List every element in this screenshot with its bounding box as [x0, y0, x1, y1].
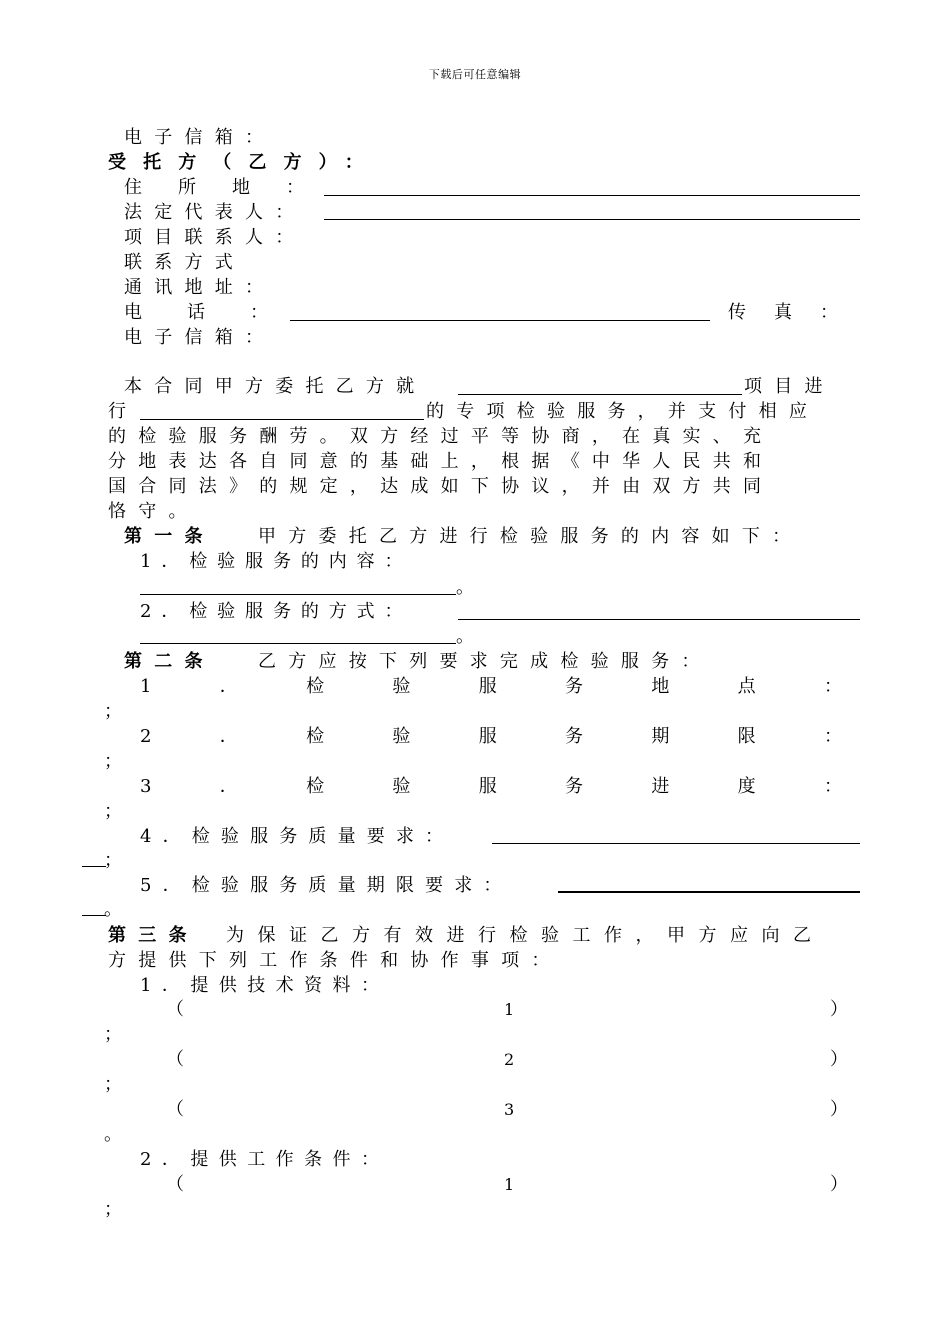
article1-item2-end: 。	[456, 626, 474, 647]
article3-text-b: 方提供下列工作条件和协作事项：	[108, 950, 562, 971]
legal-rep-field-line[interactable]	[324, 219, 860, 220]
article2-item4-semicolon: ；	[104, 850, 122, 871]
client-email-label: 电子信箱：	[124, 127, 276, 148]
a3-w1-close: ）	[830, 1174, 848, 1195]
article2-item1	[140, 676, 842, 698]
article3-item1: 1．提供技术资料：	[140, 975, 390, 996]
a3-r3-close: ）	[830, 1099, 848, 1120]
phone-field-line[interactable]	[290, 320, 710, 321]
a2i1-c1: ．	[219, 676, 238, 697]
article3-item2: 2．提供工作条件：	[140, 1149, 390, 1170]
a2i3-c5: 务	[565, 776, 584, 797]
preamble-line2-b: 的专项检验服务，并支付相应	[426, 401, 820, 422]
a2i2-c0: 2	[140, 726, 152, 747]
article3-title: 第三条	[108, 925, 199, 946]
address-char-1: 住	[124, 177, 142, 198]
a2i2-c7: 限	[737, 726, 756, 747]
a2i2-c5: 务	[565, 726, 584, 747]
a2i3-c8: ：	[823, 776, 842, 797]
a3-r1-close: ）	[830, 999, 848, 1020]
a3-w1-num: 1	[504, 1175, 515, 1194]
a3-r2-num: 2	[504, 1050, 515, 1069]
page-header: 下载后可任意编辑	[428, 68, 522, 81]
article2-text: 乙方应按下列要求完成检验服务：	[258, 651, 712, 672]
address-char-3: 地	[232, 177, 250, 198]
phone-char-2: 话	[187, 302, 205, 323]
a2i1-c3: 验	[392, 676, 411, 697]
article1-item1-end: 。	[456, 577, 474, 598]
trustee-mail-address-label: 通讯地址：	[124, 277, 276, 298]
article2-item3-semicolon: ；	[104, 801, 122, 822]
article1-title: 第一条	[124, 526, 215, 547]
article2-item2-semicolon: ；	[104, 751, 122, 772]
a3-r3-end: 。	[104, 1124, 122, 1145]
article2-item5-field-line[interactable]	[558, 891, 860, 893]
article2-item5: 5．检验服务质量期限要求：	[140, 875, 513, 896]
article2-item4: 4．检验服务质量要求：	[140, 826, 455, 847]
a2i3-c1: ．	[219, 776, 238, 797]
phone-colon: ：	[250, 302, 268, 323]
a2i1-c2: 检	[306, 676, 325, 697]
a2i3-c0: 3	[140, 776, 152, 797]
article2-item4-field-line-b[interactable]	[82, 866, 106, 867]
address-char-2: 所	[178, 177, 196, 198]
a3-r3-open: （	[166, 1099, 184, 1120]
a2i2-c3: 验	[392, 726, 411, 747]
a3-r2-semicolon: ；	[104, 1074, 122, 1095]
trustee-heading: 受托方（乙方）：	[108, 152, 380, 173]
trustee-contact-method-label: 联系方式	[124, 252, 245, 273]
a2i1-c5: 务	[565, 676, 584, 697]
a2i2-c4: 服	[478, 726, 497, 747]
article1-text: 甲方委托乙方进行检验服务的内容如下：	[258, 526, 803, 547]
preamble-line3: 的检验服务酬劳。双方经过平等协商，在真实、充	[108, 426, 774, 447]
a2i1-c4: 服	[478, 676, 497, 697]
preamble-line1-a: 本合同甲方委托乙方就	[124, 376, 427, 397]
preamble-line4: 分地表达各自同意的基础上，根据《中华人民共和	[108, 451, 774, 472]
preamble-line2-a: 行	[108, 401, 139, 422]
a2i1-c8: ：	[823, 676, 842, 697]
a3-r2-close: ）	[830, 1049, 848, 1070]
a2i3-c7: 度	[737, 776, 756, 797]
article2-item2	[140, 726, 842, 748]
fax-char-2: 真	[774, 302, 792, 323]
article1-item1: 1．检验服务的内容：	[140, 551, 413, 572]
article2-item5-end: 。	[104, 899, 122, 920]
a3-r1-open: （	[166, 999, 184, 1020]
a2i3-c3: 验	[392, 776, 411, 797]
trustee-legal-rep-label: 法定代表人：	[124, 202, 306, 223]
preamble-line5: 国合同法》的规定，达成如下协议，并由双方共同	[108, 476, 774, 497]
a2i1-c0: 1	[140, 676, 152, 697]
a3-r3-num: 3	[504, 1100, 515, 1119]
a2i3-c6: 进	[651, 776, 670, 797]
phone-char-1: 电	[124, 302, 142, 323]
fax-colon: ：	[820, 302, 838, 323]
article2-item3	[140, 776, 842, 798]
a2i1-c7: 点	[737, 676, 756, 697]
a2i3-c4: 服	[478, 776, 497, 797]
project-name-field-line[interactable]	[458, 394, 742, 395]
service-name-field-line[interactable]	[140, 419, 424, 420]
trustee-contact-label: 项目联系人：	[124, 227, 306, 248]
address-colon: ：	[286, 177, 304, 198]
a2i3-c2: 检	[306, 776, 325, 797]
trustee-address-label	[124, 177, 304, 199]
a3-r1-num: 1	[504, 1000, 515, 1019]
a3-w1-semicolon: ；	[104, 1199, 122, 1220]
fax-char-1: 传	[728, 302, 746, 323]
trustee-fax-label	[728, 302, 838, 324]
article1-item1-field-line[interactable]	[140, 594, 456, 595]
article1-item2-field-line-a[interactable]	[458, 619, 860, 620]
a2i2-c8: ：	[823, 726, 842, 747]
a2i2-c2: 检	[306, 726, 325, 747]
a3-w1-open: （	[166, 1174, 184, 1195]
article2-item4-field-line[interactable]	[492, 843, 860, 844]
article2-item1-semicolon: ；	[104, 701, 122, 722]
trustee-email-label: 电子信箱：	[124, 327, 276, 348]
article2-title: 第二条	[124, 651, 215, 672]
a2i2-c6: 期	[651, 726, 670, 747]
a3-r2-open: （	[166, 1049, 184, 1070]
article1-item2: 2．检验服务的方式：	[140, 601, 413, 622]
article3-text-a: 为保证乙方有效进行检验工作，甲方应向乙	[226, 925, 825, 946]
preamble-line6: 恪守。	[108, 501, 199, 522]
trustee-phone-label	[124, 302, 268, 324]
article2-item5-field-line-b[interactable]	[82, 915, 106, 916]
preamble-line1-b: 项目进	[744, 376, 835, 397]
a2i1-c6: 地	[651, 676, 670, 697]
a2i2-c1: ．	[219, 726, 238, 747]
address-field-line[interactable]	[324, 195, 860, 196]
a3-r1-semicolon: ；	[104, 1024, 122, 1045]
article1-item2-field-line-b[interactable]	[140, 643, 456, 644]
